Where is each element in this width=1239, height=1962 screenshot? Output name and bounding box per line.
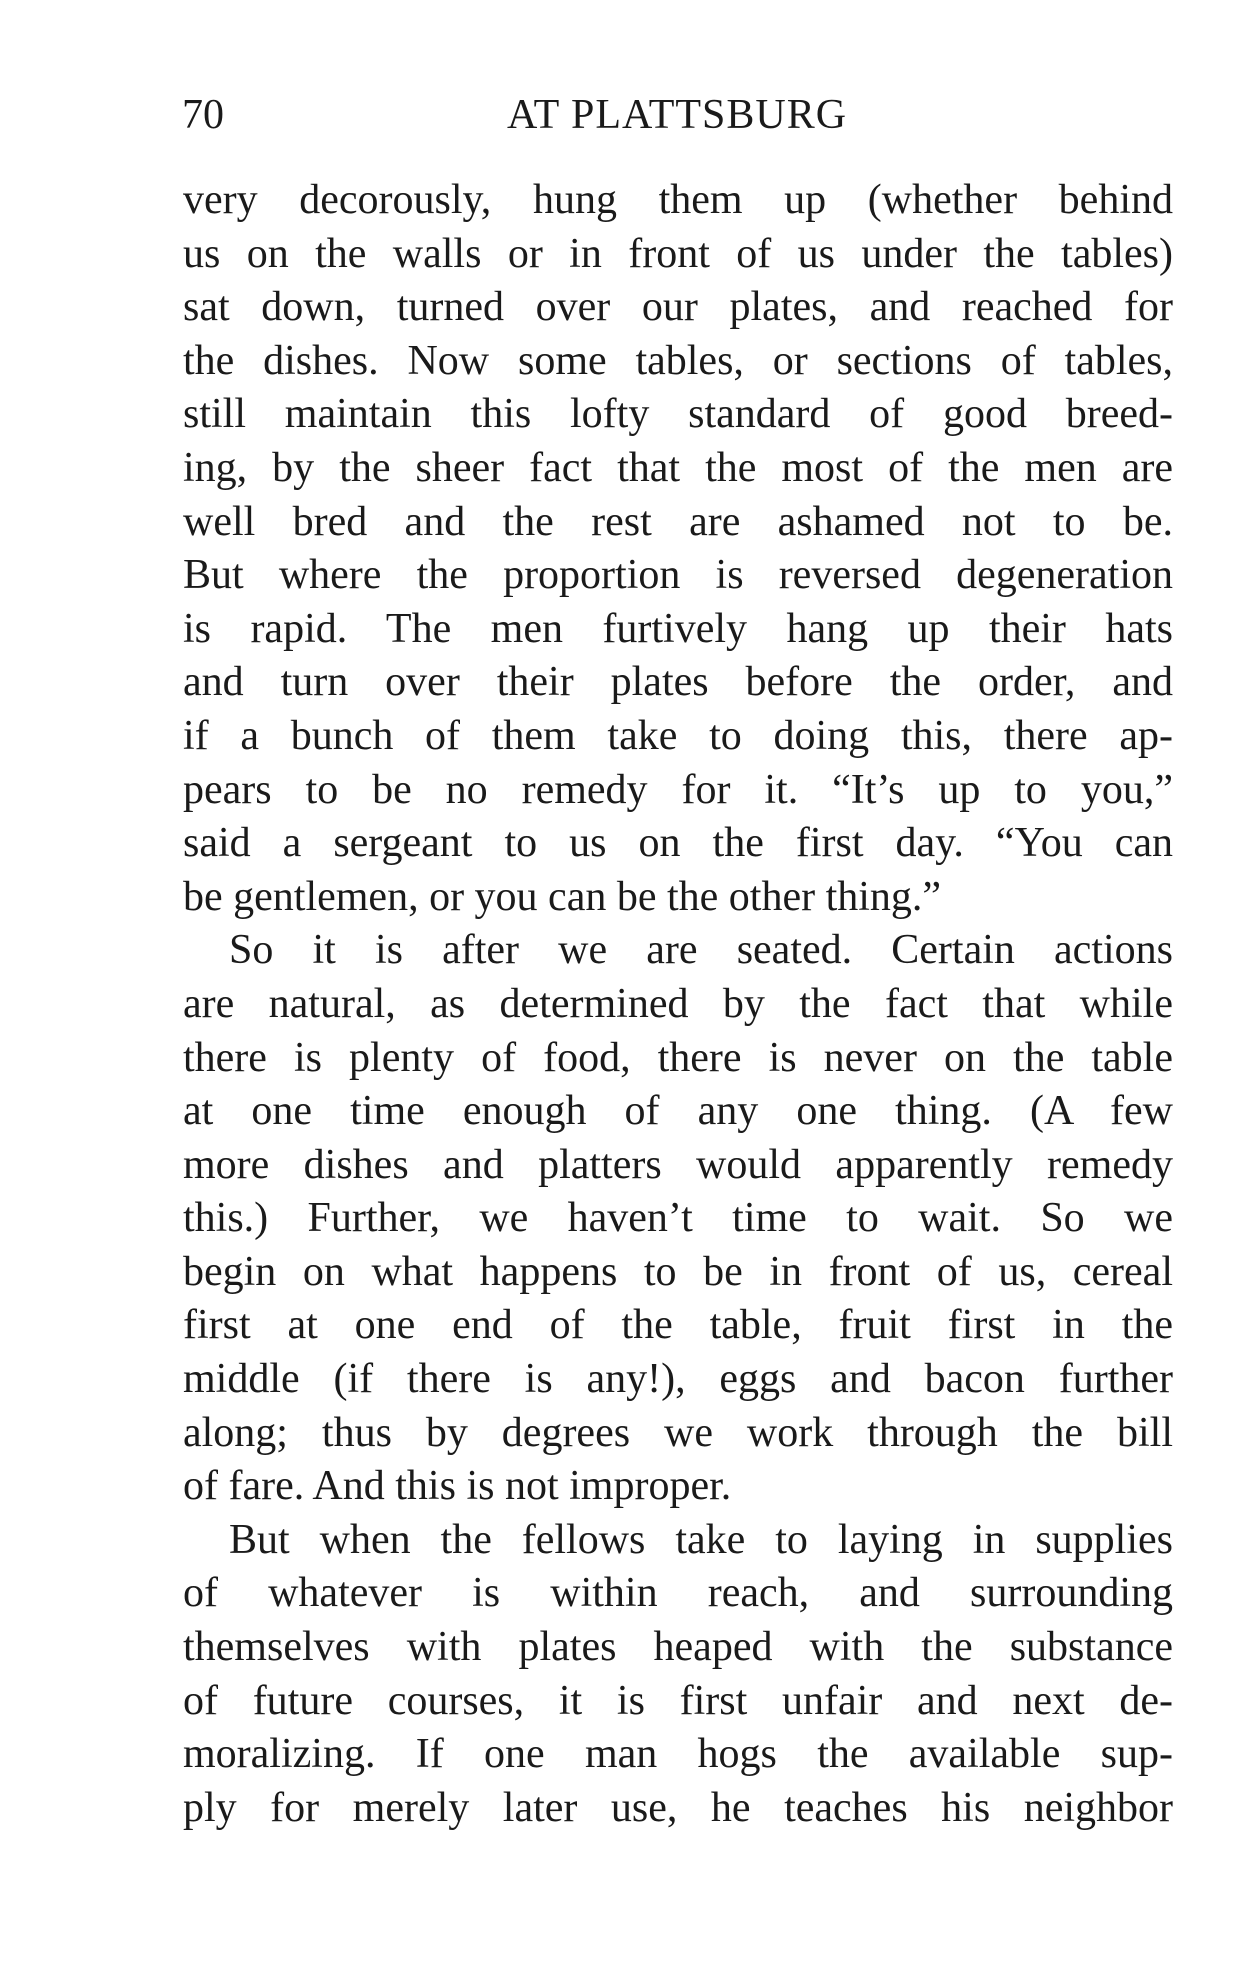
text-line: middle (if there is any!), eggs and bacon further (183, 1356, 1173, 1403)
text-line: and turn over their plates before the order, and (183, 659, 1173, 706)
text-line: themselves with plates heaped with the substance (183, 1624, 1173, 1671)
text-line: this.) Further, we haven’t time to wait. So we (183, 1195, 1173, 1242)
text-line: first at one end of the table, fruit first in the (183, 1302, 1173, 1349)
paragraph (183, 924, 1173, 1514)
text-line: said a sergeant to us on the first day. “You can (183, 820, 1173, 867)
page-number: 70 (182, 92, 224, 138)
running-title: AT PLATTSBURG (506, 92, 848, 138)
body-text (183, 174, 1173, 1835)
text-line: if a bunch of them take to doing this, there ap- (183, 712, 1173, 759)
text-line: of whatever is within reach, and surrounding (183, 1570, 1173, 1617)
text-line: But where the proportion is reversed degeneration (183, 552, 1173, 599)
text-line: the dishes. Now some tables, or sections of tables, (183, 337, 1173, 384)
text-line: are natural, as determined by the fact that while (183, 980, 1173, 1027)
text-line: ing, by the sheer fact that the most of the men are (183, 444, 1173, 491)
running-head (182, 90, 1172, 140)
text-line: sat down, turned over our plates, and reached for (183, 284, 1173, 331)
text-line: of fare. And this is not improper. (183, 1463, 732, 1510)
text-line: But when the fellows take to laying in supplies (229, 1516, 1173, 1563)
paragraph (183, 1514, 1173, 1836)
paragraph (183, 174, 1173, 924)
text-line: is rapid. The men furtively hang up their hats (183, 605, 1173, 652)
text-line: of future courses, it is first unfair and next de- (183, 1677, 1173, 1724)
text-line: very decorously, hung them up (whether behind (183, 177, 1173, 223)
text-line: be gentlemen, or you can be the other thing.” (183, 873, 942, 920)
text-line: at one time enough of any one thing. (A few (183, 1088, 1173, 1135)
text-line: us on the walls or in front of us under the tables) (183, 230, 1173, 277)
text-line: there is plenty of food, there is never on the table (183, 1034, 1173, 1081)
text-line: more dishes and platters would apparently remedy (183, 1141, 1173, 1188)
text-line: well bred and the rest are ashamed not to be. (183, 498, 1173, 545)
text-line: So it is after we are seated. Certain actions (229, 927, 1173, 974)
text-line: begin on what happens to be in front of us, cereal (183, 1248, 1173, 1295)
text-line: ply for merely later use, he teaches his neighbor (183, 1784, 1173, 1831)
text-line: moralizing. If one man hogs the available sup- (183, 1731, 1173, 1778)
text-line: along; thus by degrees we work through the bill (183, 1409, 1173, 1456)
text-line: pears to be no remedy for it. “It’s up to you,” (183, 766, 1173, 813)
text-line: still maintain this lofty standard of good breed- (183, 391, 1173, 438)
